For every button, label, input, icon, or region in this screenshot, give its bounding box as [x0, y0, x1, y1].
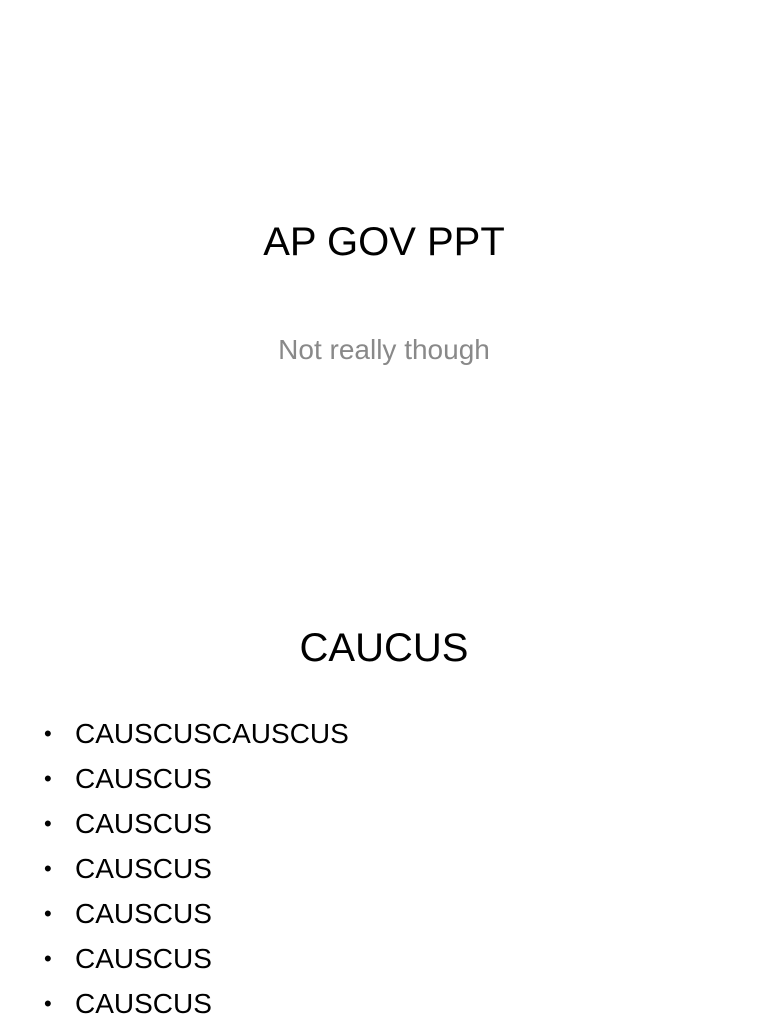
bullet-text: CAUSCUS — [75, 853, 212, 884]
bullet-icon: • — [44, 856, 52, 881]
bullet-list — [44, 711, 349, 1026]
bullet-icon: • — [44, 991, 52, 1016]
bullet-text: CAUSCUS — [75, 808, 212, 839]
bullet-item — [44, 801, 349, 846]
bullet-item — [44, 936, 349, 981]
bullet-icon: • — [44, 811, 52, 836]
bullet-item — [44, 756, 349, 801]
slide-subtitle: Not really though — [278, 334, 490, 365]
content-slide — [0, 576, 768, 1024]
bullet-item — [44, 891, 349, 936]
slide-title: CAUCUS — [299, 626, 469, 670]
bullet-text: CAUSCUS — [75, 943, 212, 974]
bullet-text: CAUSCUS — [75, 898, 212, 929]
bullet-text: CAUSCUS — [75, 988, 212, 1019]
bullet-item — [44, 846, 349, 891]
bullet-icon: • — [44, 721, 52, 746]
slide-title: AP GOV PPT — [263, 220, 505, 264]
bullet-text: CAUSCUSCAUSCUS — [75, 718, 349, 749]
bullet-icon: • — [44, 946, 52, 971]
bullet-item — [44, 981, 349, 1026]
bullet-icon: • — [44, 901, 52, 926]
bullet-icon: • — [44, 766, 52, 791]
bullet-text: CAUSCUS — [75, 763, 212, 794]
bullet-item — [44, 711, 349, 756]
